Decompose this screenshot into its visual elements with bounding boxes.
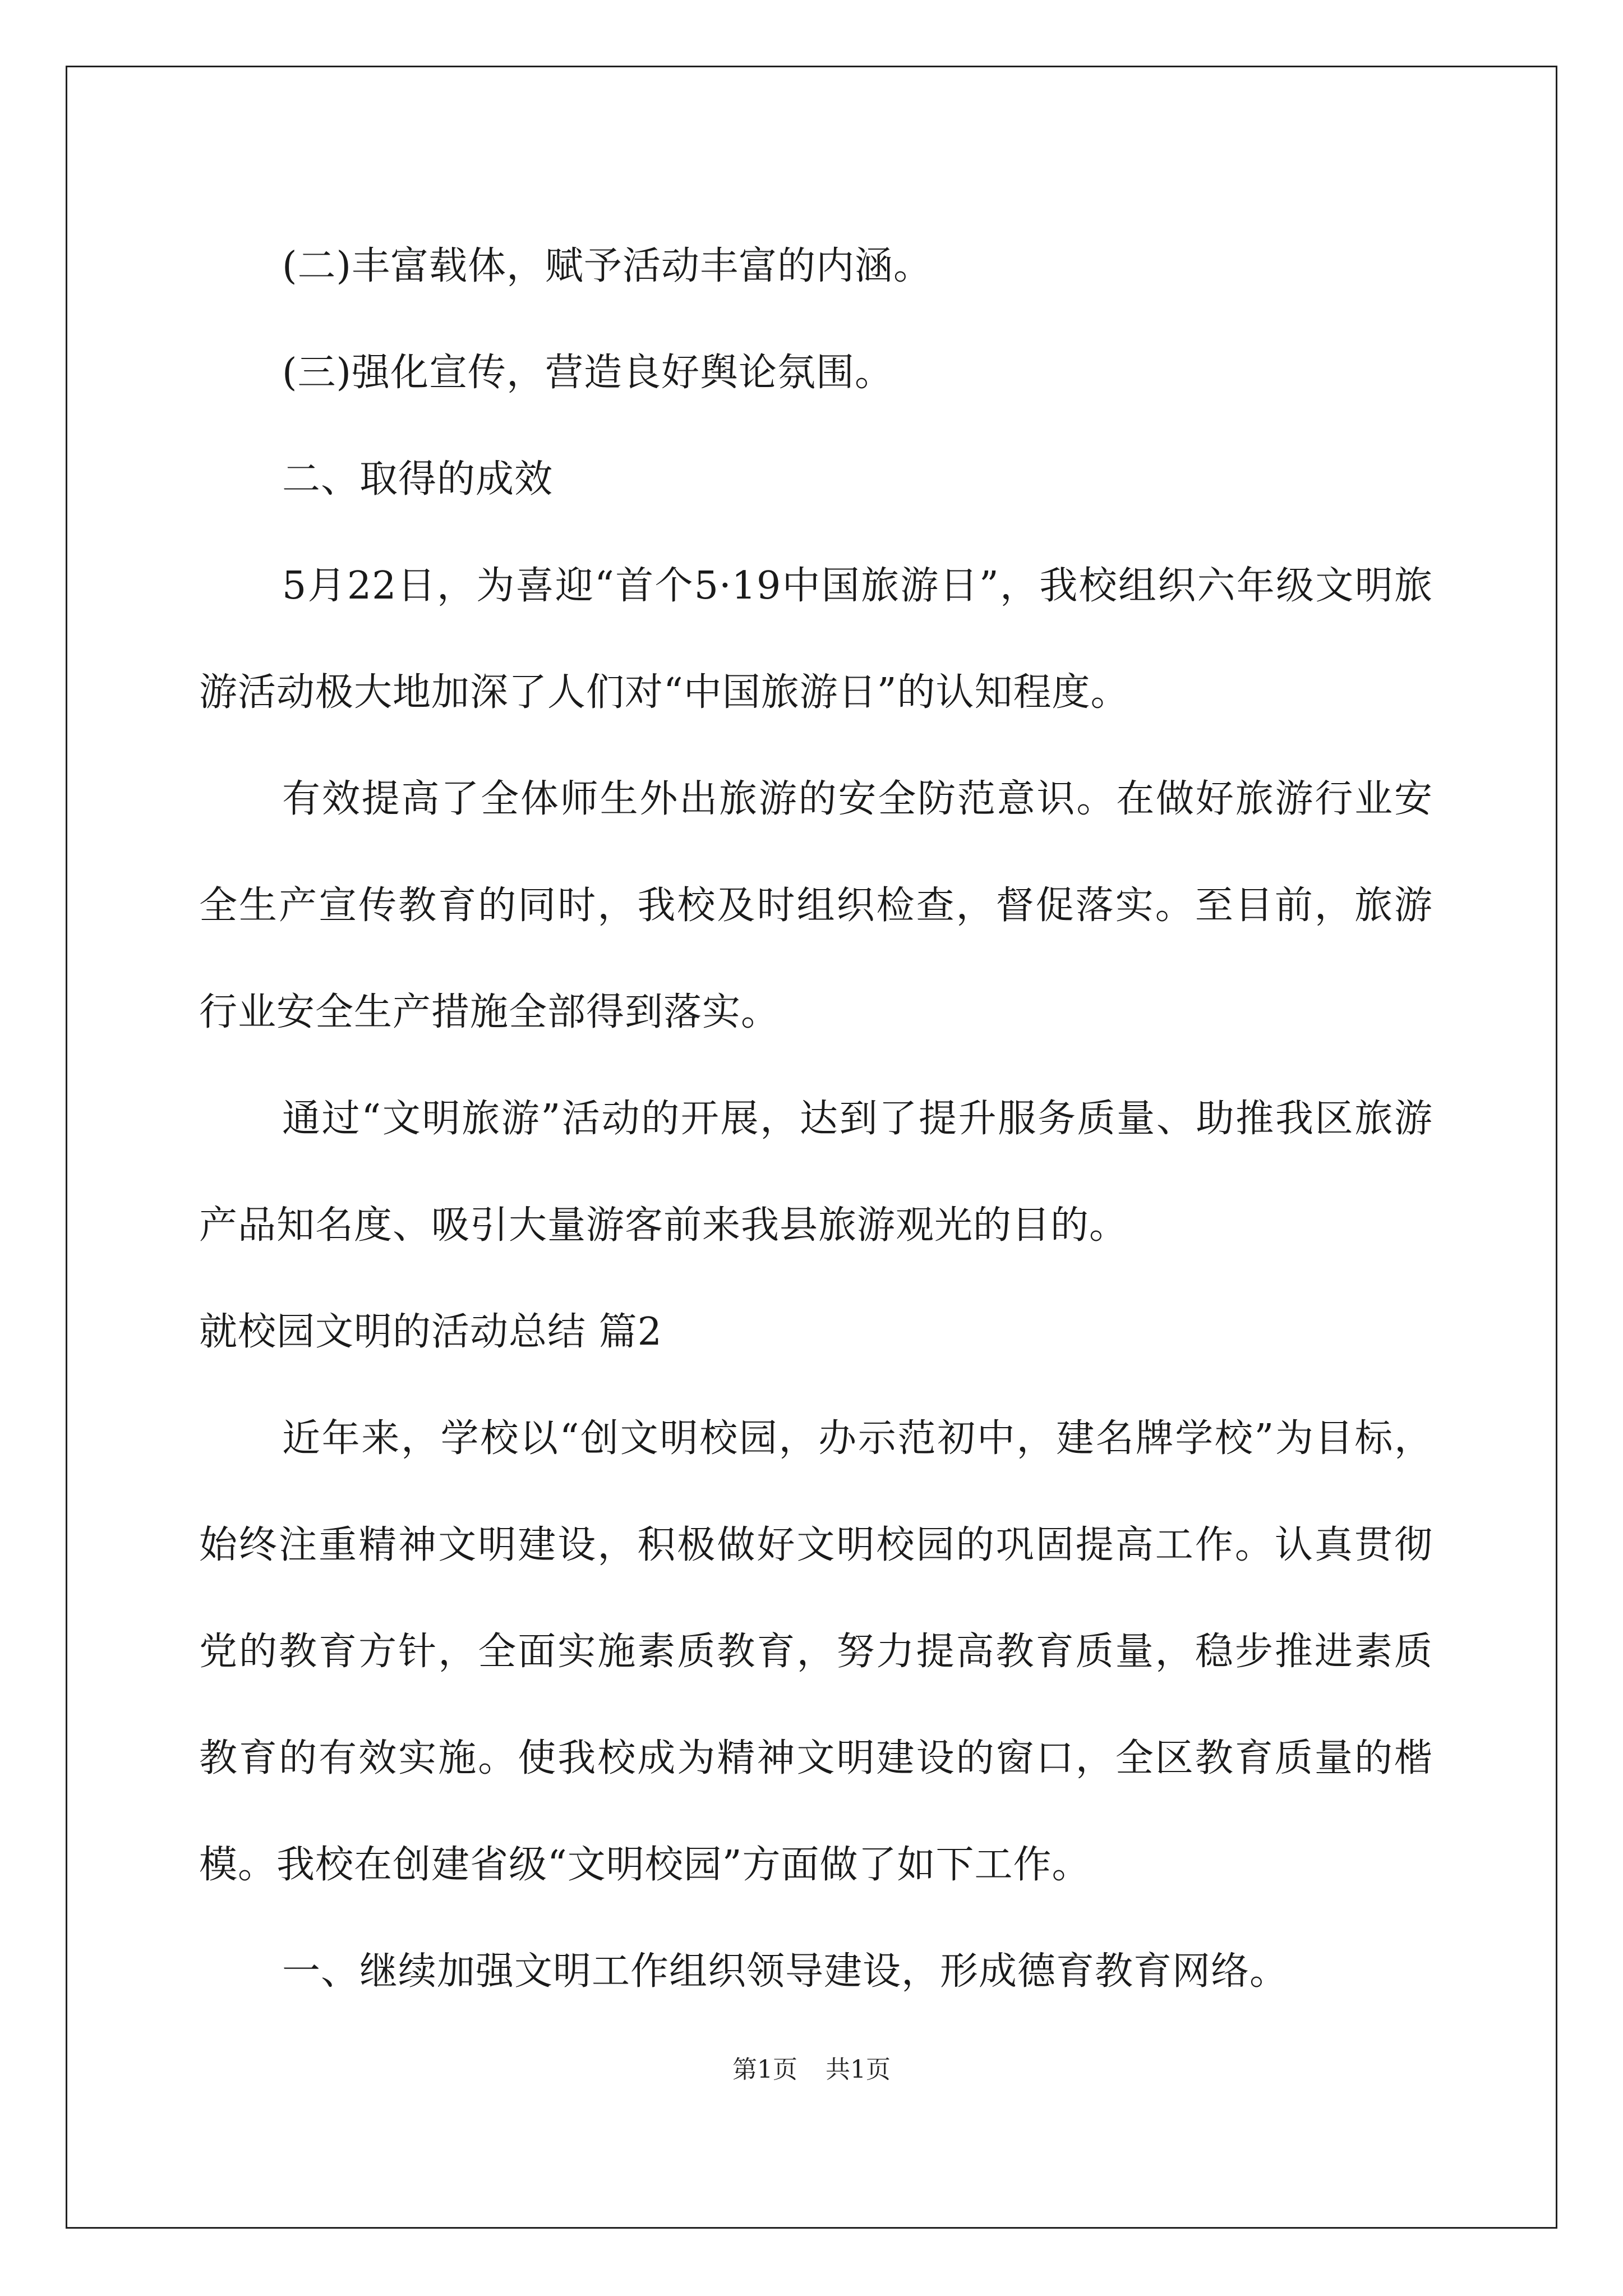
paragraph-7: 一、继续加强文明工作组织领导建设，形成德育教育网络。 — [282, 1949, 1289, 1994]
page-number: 第1页 — [732, 2055, 797, 2084]
paragraph-1: (二)丰富载体，赋予活动丰富的内涵。 — [282, 244, 933, 288]
document-body — [199, 213, 1433, 2025]
article-title-part-2: 就校园文明的活动总结 篇2 — [199, 1310, 662, 1354]
paragraph-3: 5月22日，为喜迎“首个5·19中国旅游日”，我校组织六年级文明旅游活动极大地加深了人们对“中国旅游日”的认知程度。 — [199, 564, 1433, 715]
page-total: 共1页 — [826, 2055, 891, 2084]
paragraph-5: 通过“文明旅游”活动的开展，达到了提升服务质量、助推我区旅游产品知名度、吸引大量游客前来我县旅游观光的目的。 — [199, 1097, 1433, 1248]
paragraph-6: 近年来，学校以“创文明校园，办示范初中，建名牌学校”为目标，始终注重精神文明建设，积极做好文明校园的巩固提高工作。认真贯彻党的教育方针，全面实施素质教育，努力提高教育质量，稳步推进素质教育的有效实施。使我校成为精神文明建设的窗口，全区教育质量的楷模。我校在创建省级“文明校园”方面做了如下工作。 — [199, 1416, 1433, 1887]
page-footer — [0, 2053, 1623, 2087]
paragraph-4: 有效提高了全体师生外出旅游的安全防范意识。在做好旅游行业安全生产宣传教育的同时，我校及时组织检查，督促落实。至目前，旅游行业安全生产措施全部得到落实。 — [199, 777, 1433, 1034]
section-heading-results: 二、取得的成效 — [282, 457, 554, 501]
paragraph-2: (三)强化宣传，营造良好舆论氛围。 — [282, 351, 894, 395]
